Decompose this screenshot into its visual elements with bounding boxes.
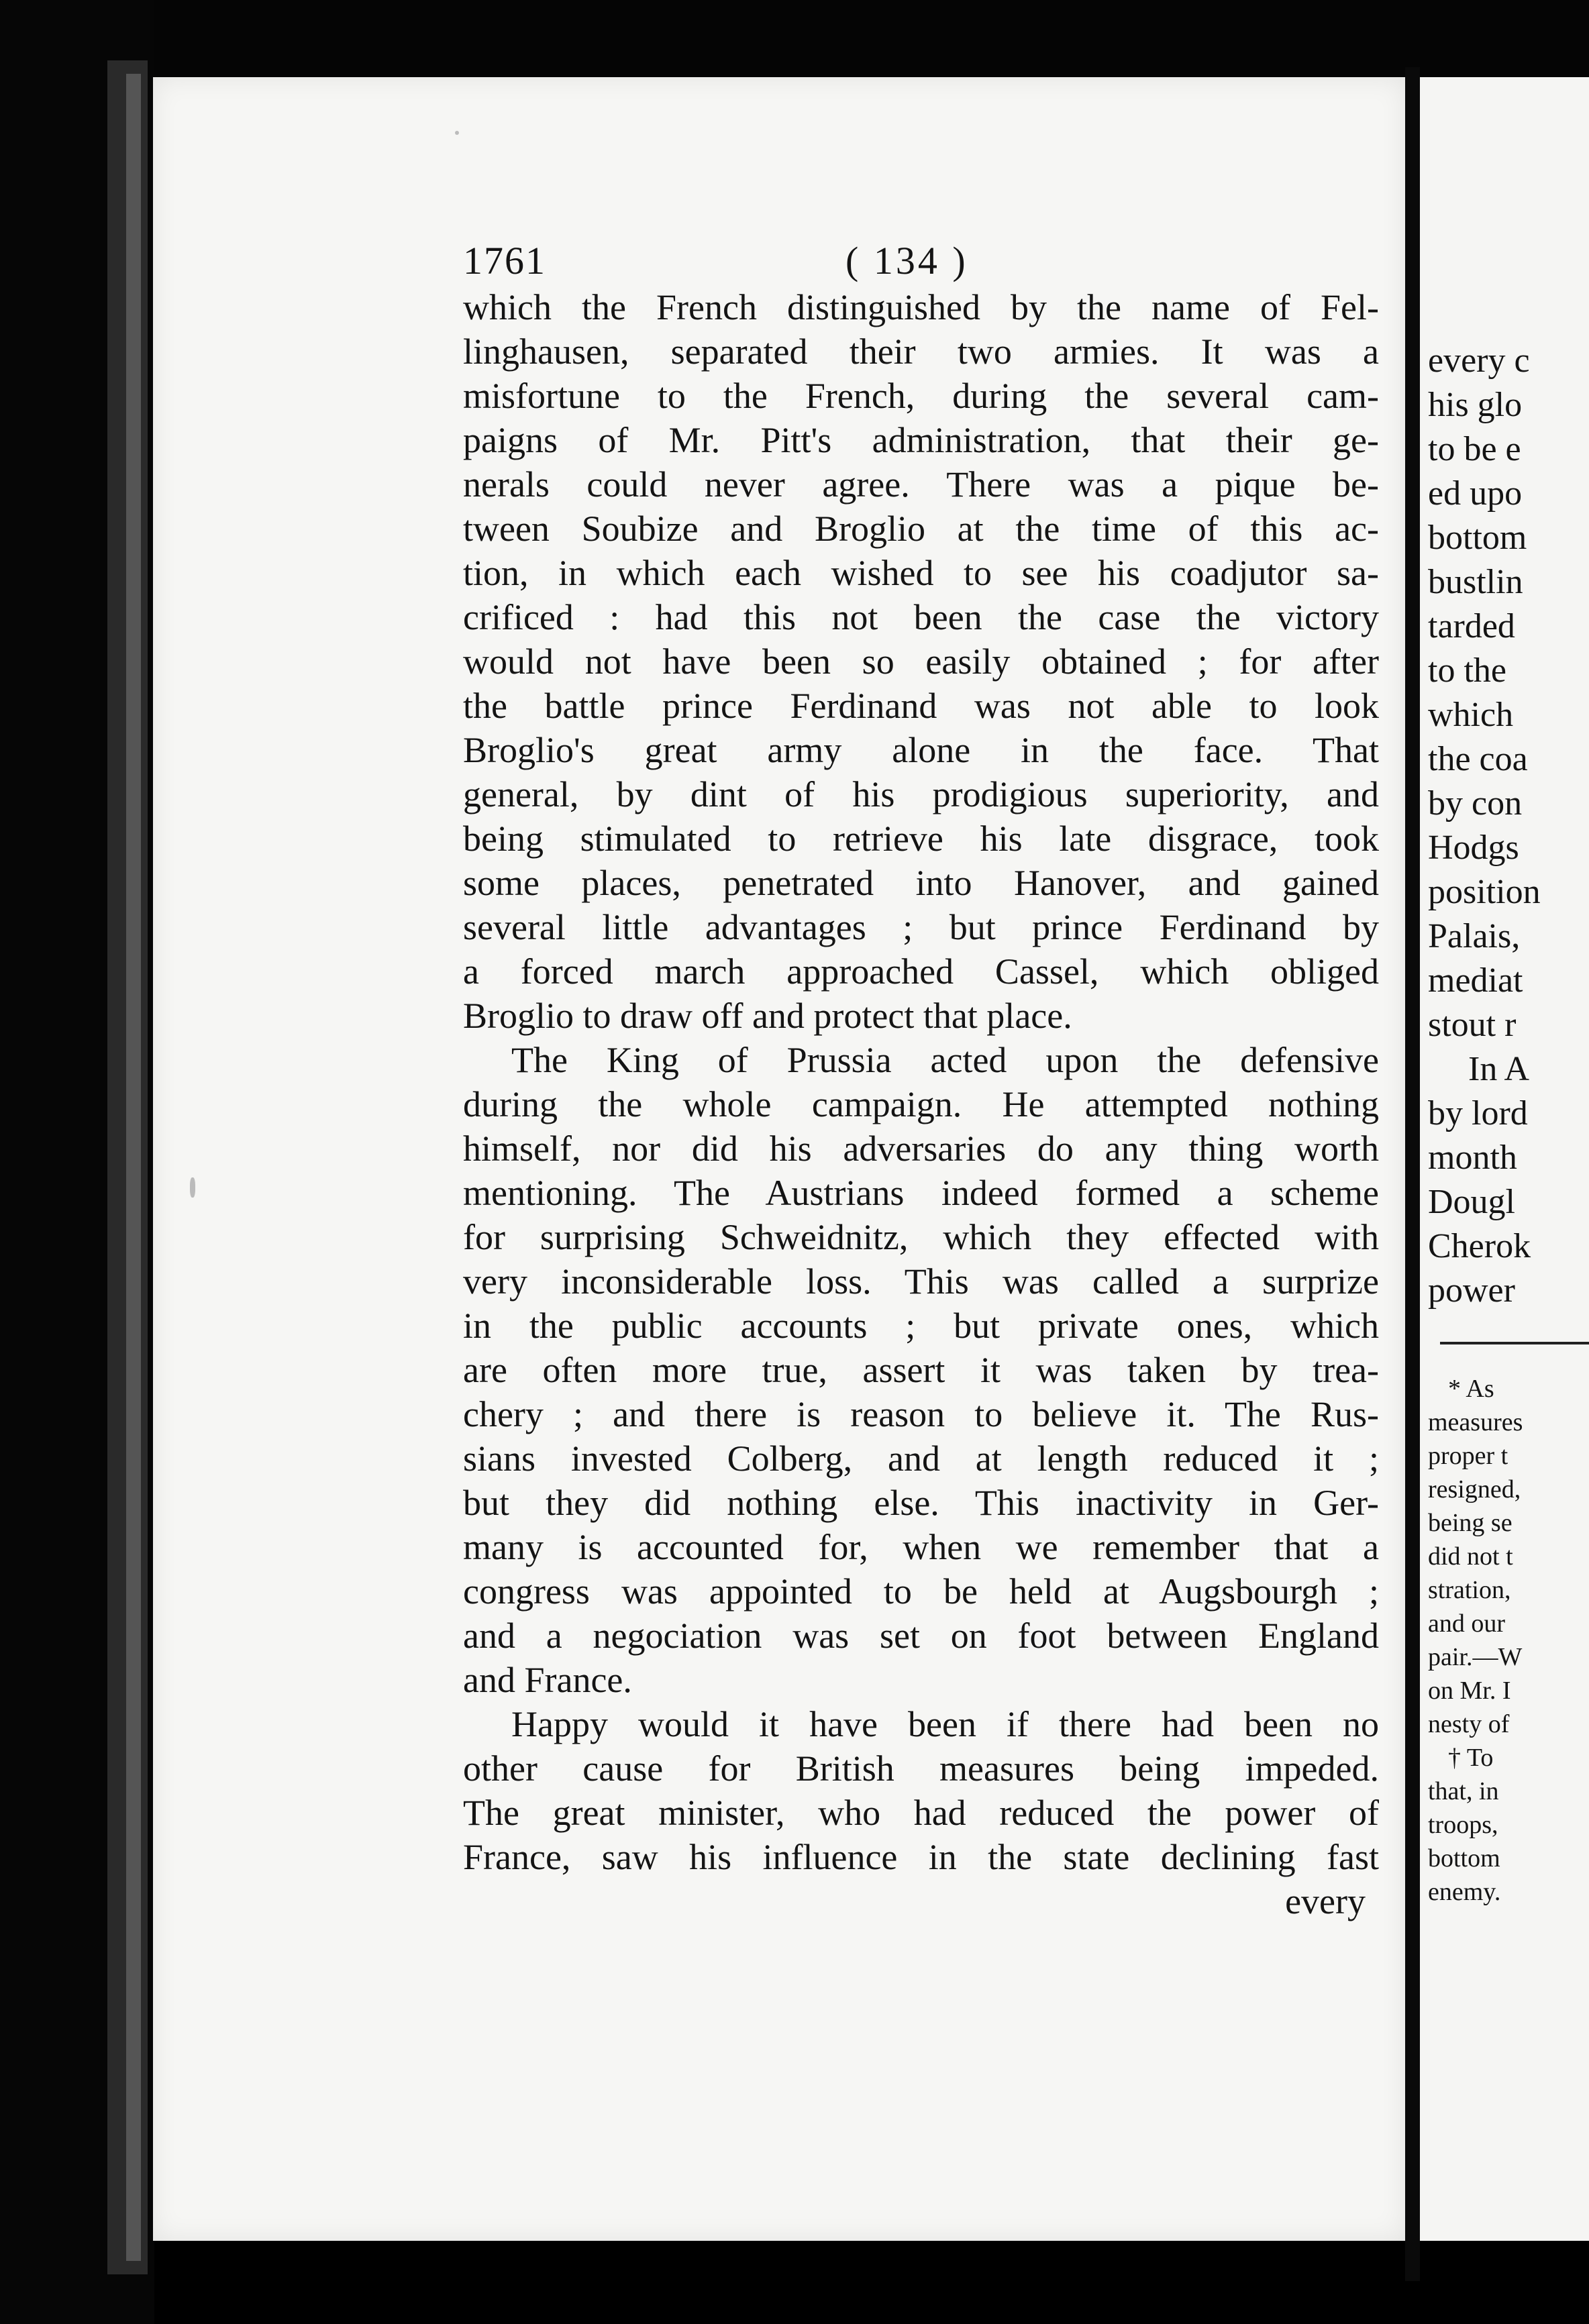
text-line: the battle prince Ferdinand was not able to look [463,686,1379,726]
right-page-line: position [1428,873,1541,911]
paragraph [463,285,1379,1038]
footnote-line: that, in [1428,1777,1499,1805]
right-page-line: ed upo [1428,474,1523,513]
right-page-line: to the [1428,651,1506,690]
text-line: France, saw his influence in the state declining fast [463,1837,1379,1877]
page-number: ( 134 ) [845,239,968,282]
right-page-text [1428,339,1589,1313]
text-line: are often more true, assert it was taken by trea- [463,1350,1379,1390]
right-page-line: mediat [1428,961,1523,1000]
text-line: being stimulated to retrieve his late disgrace, took [463,818,1379,859]
right-page-line: to be e [1428,430,1521,468]
text-line: a forced march approached Cassel, which obliged [463,951,1379,992]
text-line: some places, penetrated into Hanover, and gained [463,863,1379,903]
right-page [1420,77,1589,2241]
right-page-line: by lord [1428,1094,1528,1132]
footnote-line: enemy. [1428,1878,1501,1906]
scan-top-margin [0,0,1589,81]
text-line: chery ; and there is reason to believe it. The Rus- [463,1394,1379,1434]
footnote-line: bottom [1428,1844,1500,1872]
right-page-line: Palais, [1428,917,1521,955]
text-line: in the public accounts ; but private ones, which [463,1306,1379,1346]
text-line: during the whole campaign. He attempted nothing [463,1084,1379,1124]
binding-edge-highlight [126,74,141,2261]
footnote-line: on Mr. I [1428,1677,1511,1705]
right-page-line: tarded [1428,607,1515,645]
right-page-line: month [1428,1139,1517,1177]
catchword: every [1285,1881,1366,1921]
right-page-line: every c [1428,341,1530,380]
right-page-line: Cherok [1428,1227,1531,1265]
body-text [463,285,1379,1923]
right-page-line: his glo [1428,386,1523,424]
text-line: several little advantages ; but prince Ferdinand by [463,907,1379,947]
text-line: linghausen, separated their two armies. It was a [463,331,1379,372]
right-page-line: power [1428,1271,1515,1310]
page-header [463,238,1369,292]
right-page-line: bustlin [1428,563,1523,601]
text-line: The great minister, who had reduced the power of [463,1793,1379,1833]
text-line: tween Soubize and Broglio at the time of this ac- [463,509,1379,549]
footnote-line: resigned, [1428,1475,1521,1503]
text-line: for surprising Schweidnitz, which they effected with [463,1217,1379,1257]
text-line: sians invested Colberg, and at length reduced it ; [463,1438,1379,1479]
text-line: Happy would it have been if there had been no [511,1704,1379,1744]
paragraph [463,1702,1379,1879]
right-page-line: bottom [1428,519,1527,557]
text-line: general, by dint of his prodigious superiority, and [463,774,1379,814]
footnote-line: measures [1428,1408,1523,1436]
page-gutter [1405,67,1420,2281]
footnote-line: pair.—W [1428,1643,1523,1671]
right-page-line: which [1428,696,1514,734]
footnote-line: nesty of [1428,1710,1510,1738]
text-line: misfortune to the French, during the several cam- [463,376,1379,416]
paragraph [463,1038,1379,1702]
speck [190,1177,195,1198]
speck [455,131,459,135]
text-line: himself, nor did his adversaries do any thing worth [463,1128,1379,1169]
right-page-line: Dougl [1428,1183,1515,1221]
text-line: Broglio's great army alone in the face. That [463,730,1379,770]
right-page-line: by con [1428,784,1523,823]
footnote-line: being se [1428,1509,1513,1537]
text-line: very inconsiderable loss. This was called a surprize [463,1261,1379,1302]
footnote-line: * As [1448,1375,1494,1403]
text-line: but they did nothing else. This inactivity in Ger- [463,1483,1379,1523]
text-line: which the French distinguished by the name of Fel- [463,287,1379,327]
footnote-line: † To [1448,1744,1494,1772]
footnote-line: proper t [1428,1442,1508,1470]
text-line: Broglio to draw off and protect that place. [463,996,1072,1036]
text-line: paigns of Mr. Pitt's administration, that their ge- [463,420,1379,460]
right-page-line: Hodgs [1428,829,1519,867]
footnote-line: troops, [1428,1811,1498,1839]
right-page-line: the coa [1428,740,1528,778]
text-line: crificed : had this not been the case the victory [463,597,1379,637]
text-line: congress was appointed to be held at Augsbourgh ; [463,1571,1379,1612]
text-line: nerals could never agree. There was a pique be- [463,464,1379,505]
running-year: 1761 [463,239,546,282]
text-line: tion, in which each wished to see his coadjutor sa- [463,553,1379,593]
text-line: The King of Prussia acted upon the defensive [511,1040,1379,1080]
footnote-rule [1440,1342,1589,1344]
footnote-line: and our [1428,1609,1506,1638]
text-line: and a negociation was set on foot between England [463,1616,1379,1656]
text-line: would not have been so easily obtained ; for after [463,641,1379,682]
text-line: other cause for British measures being impeded. [463,1748,1379,1789]
text-line: and France. [463,1660,632,1700]
right-page-line: stout r [1428,1006,1517,1044]
text-line: many is accounted for, when we remember that a [463,1527,1379,1567]
right-page-footnotes [1428,1372,1589,1909]
footnote-line: did not t [1428,1542,1513,1571]
right-page-line: In A [1468,1050,1529,1088]
text-line: mentioning. The Austrians indeed formed a scheme [463,1173,1379,1213]
footnote-line: stration, [1428,1576,1511,1604]
